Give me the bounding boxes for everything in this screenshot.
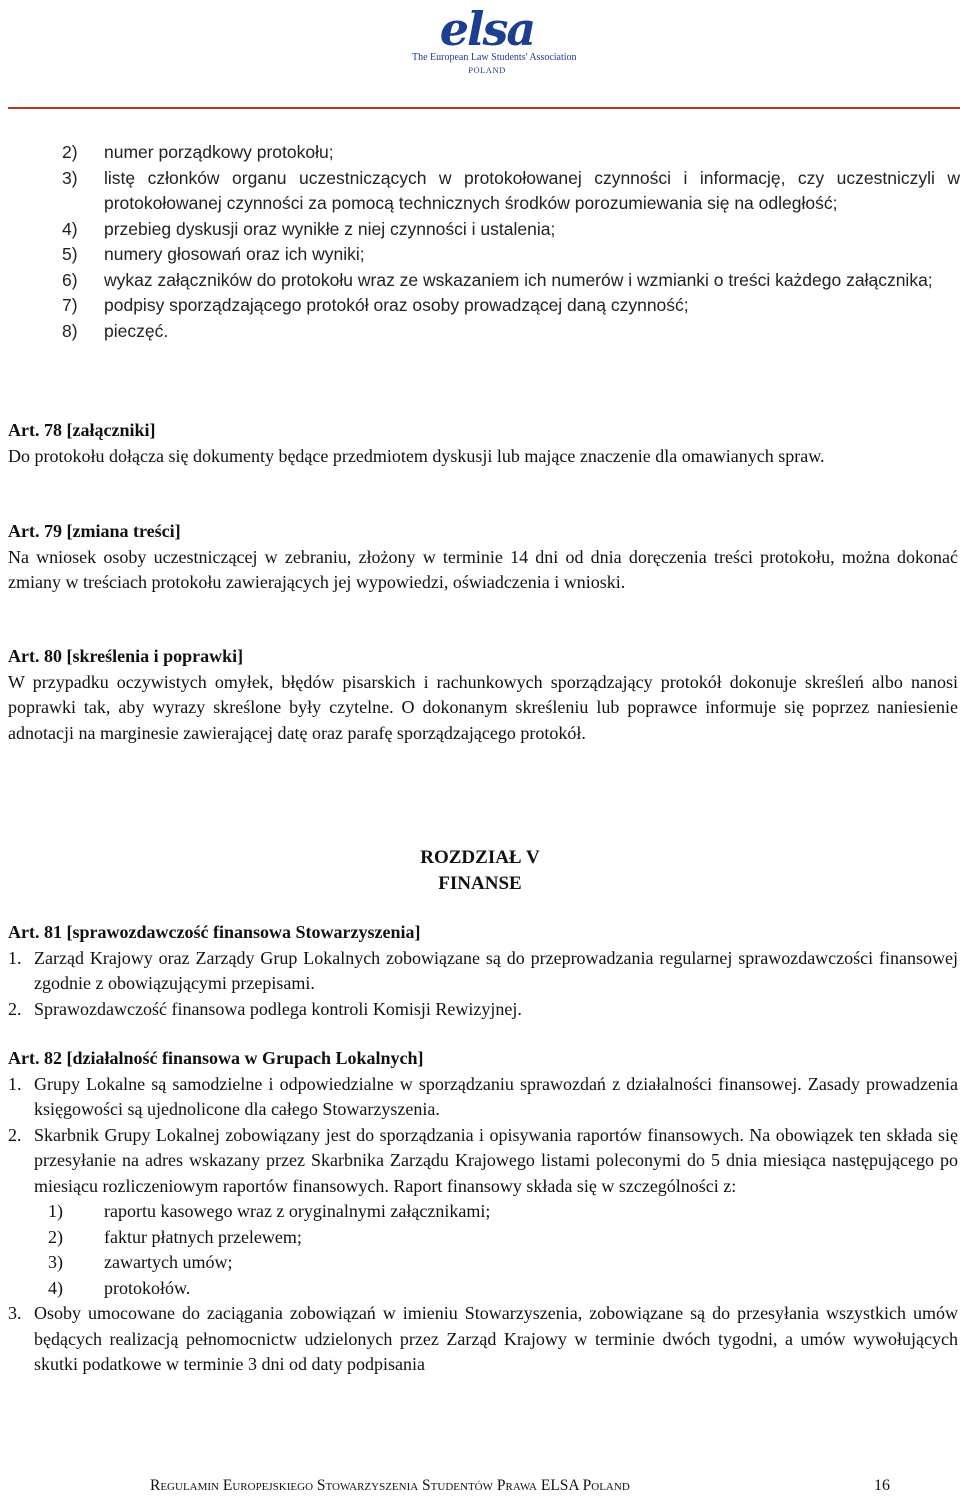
elsa-logo <box>412 2 577 76</box>
article-title: Art. 82 [działalność finansowa w Grupach Lokalnych] <box>8 1048 424 1068</box>
numbered-item <box>8 1123 958 1200</box>
list-item <box>62 319 960 345</box>
article-81 <box>8 920 958 1022</box>
logo-mark: elsa <box>439 2 535 56</box>
article-text: Do protokołu dołącza się dokumenty będące przedmiotem dyskusji lub mające znaczenie dla omawianych spraw. <box>8 445 825 466</box>
numbered-item <box>8 946 958 997</box>
list-item <box>62 217 960 243</box>
item-number: 2. <box>8 998 22 1019</box>
list-item <box>62 140 960 166</box>
article-78 <box>8 418 958 469</box>
item-number: 2. <box>8 1124 22 1145</box>
article-text: Na wniosek osoby uczestniczącej w zebraniu, złożony w terminie 14 dni od dnia doręczenia treści protokołu, można dokonać zmiany w treściach protokołu zawierających jej wypowiedzi, oświadczenia i wnioski. <box>8 546 958 592</box>
list-item-text: wykaz załączników do protokołu wraz ze wskazaniem ich numerów i wzmianki o treści każdego załącznika; <box>104 269 933 290</box>
list-item-text: numery głosowań oraz ich wyniki; <box>104 244 365 264</box>
list-item-number: 3) <box>62 167 78 188</box>
list-item-text: listę członków organu uczestniczących w protokołowanej czynności i informację, czy uczestniczyli w protokołowanej czynności za pomocą technicznych środków porozumiewania się na odległość; <box>104 167 960 213</box>
list-item-text: numer porządkowy protokołu; <box>104 142 334 162</box>
chapter-heading <box>0 845 960 897</box>
sub-list-item <box>8 1250 958 1276</box>
article-82 <box>8 1046 958 1378</box>
item-text: Grupy Lokalne są samodzielne i odpowiedzialne w sporządzaniu sprawozdań z działalności finansowej. Zasady prowadzenia księgowości są ujednolicone dla całego Stowarzyszenia. <box>34 1073 958 1119</box>
article-80 <box>8 644 958 746</box>
list-item <box>62 166 960 217</box>
article-title: Art. 80 [skreślenia i poprawki] <box>8 646 244 666</box>
sub-item-text: protokołów. <box>104 1277 191 1298</box>
sub-list-item <box>8 1276 958 1302</box>
logo-country: POLAND <box>468 65 506 75</box>
article-title: Art. 81 [sprawozdawczość finansowa Stowarzyszenia] <box>8 922 421 942</box>
chapter-title: FINANSE <box>438 873 522 894</box>
sub-item-number: 1) <box>48 1201 63 1221</box>
list-item-number: 6) <box>62 269 78 290</box>
list-item-number: 2) <box>62 142 78 162</box>
item-text: Sprawozdawczość finansowa podlega kontroli Komisji Rewizyjnej. <box>34 998 522 1019</box>
list-item-text: przebieg dyskusji oraz wynikłe z niej czynności i ustalenia; <box>104 218 556 239</box>
item-number: 1. <box>8 947 22 968</box>
list-item <box>62 268 960 294</box>
sub-list-item <box>8 1199 958 1225</box>
list-item-number: 8) <box>62 320 78 341</box>
numbered-item <box>8 1072 958 1123</box>
article-79 <box>8 519 958 596</box>
protocol-contents-list <box>62 140 960 344</box>
list-item-text: podpisy sporządzającego protokół oraz osoby prowadzącej daną czynność; <box>104 295 689 315</box>
page-header <box>0 0 960 110</box>
item-number: 3. <box>8 1303 22 1323</box>
article-text: W przypadku oczywistych omyłek, błędów pisarskich i rachunkowych sporządzający protokół dokonuje skreśleń albo nanosi poprawki tak, aby wyrazy skreślone były czytelne. O dokonanym skreśleniu lub poprawce informuje się poprzez naniesienie adnotacji na marginesie zawierającej datę oraz parafę sporządzającego protokół. <box>8 671 958 743</box>
article-title: Art. 79 [zmiana treści] <box>8 521 181 541</box>
numbered-item <box>8 1301 958 1378</box>
logo-tagline: The European Law Students' Association <box>412 52 577 63</box>
sub-item-text: zawartych umów; <box>104 1252 233 1272</box>
item-number: 1. <box>8 1073 22 1094</box>
list-item <box>62 242 960 268</box>
list-item-number: 7) <box>62 295 78 315</box>
sub-item-text: faktur płatnych przelewem; <box>104 1226 302 1247</box>
footer-title: Regulamin Europejskiego Stowarzyszenia Studentów Prawa ELSA Poland <box>150 1477 630 1494</box>
numbered-item <box>8 997 958 1023</box>
page-number: 16 <box>874 1477 890 1494</box>
sub-item-number: 2) <box>48 1226 63 1247</box>
item-text: Osoby umocowane do zaciągania zobowiązań w imieniu Stowarzyszenia, zobowiązane są do przesyłania wszystkich umów będących realizacją pełnomocnictw udzielonych przez Zarząd Krajowy w terminie dwóch tygodni, a umów wywołujących skutki podatkowe w terminie 3 dni od daty podpisania <box>34 1303 958 1374</box>
item-text: Zarząd Krajowy oraz Zarządy Grup Lokalnych zobowiązane są do przeprowadzania regularnej sprawozdawczości finansowej zgodnie z obowiązującymi przepisami. <box>34 947 958 993</box>
header-rule <box>8 107 960 109</box>
article-title: Art. 78 [załączniki] <box>8 420 156 440</box>
chapter-number: ROZDZIAŁ V <box>420 847 540 868</box>
list-item-text: pieczęć. <box>104 320 169 341</box>
sub-list-item <box>8 1225 958 1251</box>
sub-item-number: 4) <box>48 1277 63 1298</box>
list-item <box>62 293 960 319</box>
list-item-number: 5) <box>62 244 78 264</box>
sub-item-text: raportu kasowego wraz z oryginalnymi załącznikami; <box>104 1201 491 1221</box>
item-text: Skarbnik Grupy Lokalnej zobowiązany jest do sporządzania i opisywania raportów finansowych. Na obowiązek ten składa się przesyłanie na adres wskazany przez Skarbnika Zarządu Krajowego listami poleconymi do 5 dnia miesiąca następującego po miesiącu rozliczeniowym raportów finansowych. Raport finansowy składa się w szczególności z: <box>34 1124 958 1196</box>
list-item-number: 4) <box>62 218 78 239</box>
sub-item-number: 3) <box>48 1252 63 1272</box>
